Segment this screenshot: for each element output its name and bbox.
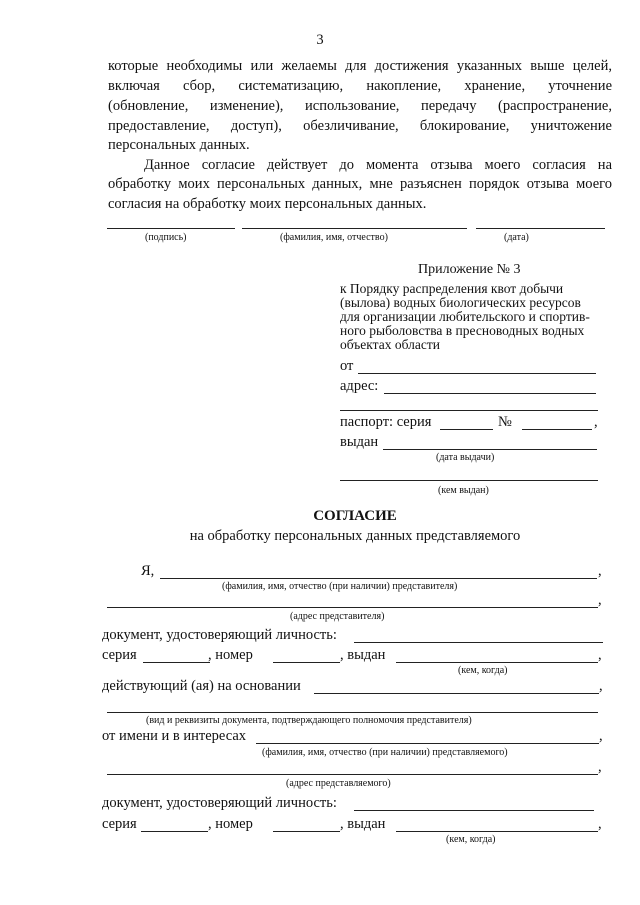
represented-fio-caption: (фамилия, имя, отчество (при наличии) представляемого): [262, 747, 508, 758]
fio-line[interactable]: [242, 228, 467, 229]
issue-date-field[interactable]: [383, 449, 597, 450]
paragraph-line: (обновление, изменение), использование, передачу (распространение,: [108, 98, 612, 114]
issued-label: , выдан: [340, 647, 386, 663]
i-label: Я,: [141, 563, 155, 579]
issued-by-field[interactable]: [340, 480, 598, 481]
address-field[interactable]: [384, 393, 596, 394]
comma: ,: [599, 728, 603, 744]
comma: ,: [598, 563, 602, 579]
authority-doc-field[interactable]: [107, 712, 598, 713]
appendix-line: объектах области: [340, 337, 440, 352]
series-field[interactable]: [143, 662, 210, 663]
paragraph-line: персональных данных.: [108, 137, 250, 153]
issued-by-field[interactable]: [396, 831, 598, 832]
on-behalf-label: от имени и в интересах: [102, 728, 247, 744]
address-field-2[interactable]: [340, 410, 598, 411]
passport-series-label: паспорт: серия: [340, 414, 432, 430]
consent-subtitle: на обработку персональных данных представляемого: [189, 528, 521, 544]
number-label: , номер: [208, 647, 253, 663]
signature-line[interactable]: [107, 228, 235, 229]
paragraph-line: обработку моих персональных данных, мне разъяснен порядок отзыва моего: [108, 176, 612, 192]
signature-caption: (подпись): [145, 232, 187, 243]
by-whom-when-caption: (кем, когда): [458, 665, 508, 676]
paragraph-line: включая сбор, систематизацию, накопление, хранение, уточнение: [108, 78, 612, 94]
represented-address-field[interactable]: [107, 774, 598, 775]
series-label: серия: [102, 647, 137, 663]
paragraph-line: Данное согласие действует до момента отзыва моего согласия на: [144, 157, 612, 173]
number-label: , номер: [208, 816, 253, 832]
address-label: адрес:: [340, 378, 379, 394]
issued-by-field[interactable]: [396, 662, 598, 663]
date-line[interactable]: [476, 228, 605, 229]
issued-label: выдан: [340, 434, 379, 450]
appendix-line: ного рыболовства в пресноводных водных: [340, 323, 585, 338]
number-field[interactable]: [273, 662, 340, 663]
comma: ,: [598, 647, 602, 663]
issued-label: , выдан: [340, 816, 386, 832]
comma: ,: [598, 759, 602, 775]
acting-basis-label: действующий (ая) на основании: [102, 678, 301, 694]
series-label: серия: [102, 816, 137, 832]
authority-doc-caption: (вид и реквизиты документа, подтверждающего полномочия представителя): [146, 715, 472, 726]
identity-doc-field[interactable]: [354, 642, 603, 643]
passport-series-field[interactable]: [440, 429, 493, 430]
number-field[interactable]: [273, 831, 340, 832]
comma: ,: [598, 592, 602, 608]
identity-doc-label: документ, удостоверяющий личность:: [102, 795, 337, 811]
acting-basis-field[interactable]: [314, 693, 599, 694]
representative-fio-field[interactable]: [160, 578, 597, 579]
appendix-line: (вылова) водных биологических ресурсов: [340, 295, 581, 310]
from-label: от: [340, 358, 354, 374]
comma: ,: [594, 414, 598, 430]
comma: ,: [598, 816, 602, 832]
series-field[interactable]: [141, 831, 208, 832]
passport-number-field[interactable]: [522, 429, 592, 430]
issued-by-caption: (кем выдан): [438, 485, 489, 496]
fio-caption: (фамилия, имя, отчество): [280, 232, 388, 243]
issue-date-caption: (дата выдачи): [436, 452, 495, 463]
from-field[interactable]: [358, 373, 596, 374]
passport-number-sign: №: [498, 414, 512, 430]
by-whom-when-caption: (кем, когда): [446, 834, 496, 845]
represented-address-caption: (адрес представляемого): [286, 778, 391, 789]
representative-address-caption: (адрес представителя): [290, 611, 385, 622]
appendix-line: для организации любительского и спортив-: [340, 309, 590, 324]
paragraph-line: предоставление, доступ), обезличивание, блокирование, уничтожение: [108, 118, 612, 134]
represented-fio-field[interactable]: [256, 743, 599, 744]
comma: ,: [599, 678, 603, 694]
identity-doc-field[interactable]: [354, 810, 594, 811]
date-caption: (дата): [504, 232, 529, 243]
consent-title: СОГЛАСИЕ: [313, 508, 397, 524]
appendix-line: к Порядку распределения квот добычи: [340, 281, 564, 296]
representative-address-field[interactable]: [107, 607, 598, 608]
paragraph-line: согласия на обработку моих персональных данных.: [108, 196, 427, 212]
page-number: 3: [316, 32, 324, 48]
representative-fio-caption: (фамилия, имя, отчество (при наличии) представителя): [222, 581, 458, 592]
identity-doc-label: документ, удостоверяющий личность:: [102, 627, 337, 643]
paragraph-line: которые необходимы или желаемы для достижения указанных выше целей,: [108, 58, 612, 74]
appendix-title: Приложение № 3: [418, 262, 521, 277]
